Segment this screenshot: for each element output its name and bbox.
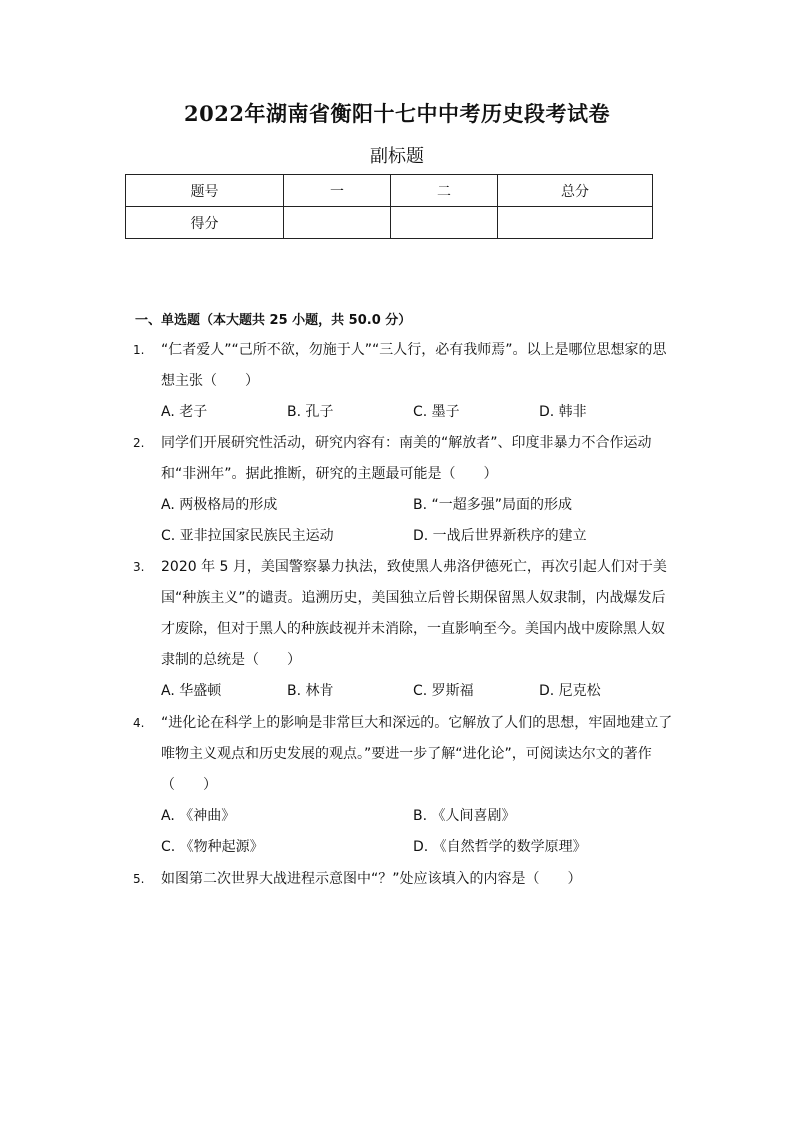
option-d: D. 韩非 <box>539 404 587 420</box>
question-number: 4. <box>133 716 145 730</box>
option-list <box>161 676 673 707</box>
option-a: A. 华盛顿 <box>161 683 222 699</box>
option-a: A. 老子 <box>161 404 208 420</box>
question-2 <box>133 428 673 552</box>
question-3 <box>133 552 673 707</box>
option-c: C. 亚非拉国家民族民主运动 <box>161 528 334 544</box>
question-5 <box>133 864 673 895</box>
question-text: 同学们开展研究性活动，研究内容有：南美的“解放者”、印度非暴力不合作运动和“非洲年”。据此推断，研究的主题最可能是（ ） <box>161 435 652 482</box>
option-d: D. 一战后世界新秩序的建立 <box>413 528 587 544</box>
score-table-header-row <box>126 175 653 207</box>
option-d: D. 尼克松 <box>539 683 601 699</box>
option-list <box>161 521 673 552</box>
question-text: “进化论在科学上的影响是非常巨大和深远的。它解放了人们的思想，牢固地建立了唯物主义观点和历史发展的观点。”要进一步了解“进化论”，可阅读达尔文的著作（ ） <box>161 715 673 793</box>
header-part-one: 一 <box>284 175 391 207</box>
score-cell-part-one <box>284 207 391 239</box>
question-number: 1. <box>133 343 145 357</box>
exam-title: 2022年湖南省衡阳十七中中考历史段考试卷 <box>184 101 610 126</box>
exam-subtitle: 副标题 <box>370 146 424 167</box>
header-question-number: 题号 <box>126 175 284 207</box>
option-c: C. 罗斯福 <box>413 683 474 699</box>
option-d: D. 《自然哲学的数学原理》 <box>413 839 587 855</box>
question-number: 5. <box>133 872 145 886</box>
option-b: B. 林肯 <box>287 683 334 699</box>
question-1 <box>133 335 673 428</box>
question-number: 2. <box>133 436 145 450</box>
option-list <box>161 832 673 863</box>
score-table <box>125 174 653 239</box>
row-label-score: 得分 <box>126 207 284 239</box>
option-a: A. 两极格局的形成 <box>161 497 278 513</box>
option-list <box>161 801 673 832</box>
question-text: 2020 年 5 月，美国警察暴力执法，致使黑人弗洛伊德死亡，再次引起人们对于美国“种族主义”的谴责。追溯历史，美国独立后曾长期保留黑人奴隶制，内战爆发后才废除，但对于黑人的种族歧视并未消除，一直影响至今。美国内战中废除黑人奴隶制的总统是（ ） <box>161 559 667 668</box>
score-cell-total <box>498 207 653 239</box>
option-b: B. “一超多强”局面的形成 <box>413 497 573 513</box>
question-4 <box>133 708 673 863</box>
option-a: A. 《神曲》 <box>161 808 236 824</box>
section-heading: 一、单选题（本大题共 25 小题，共 50.0 分） <box>135 313 412 328</box>
score-cell-part-two <box>391 207 498 239</box>
option-list <box>161 490 673 521</box>
option-c: C. 《物种起源》 <box>161 839 264 855</box>
question-text: 如图第二次世界大战进程示意图中“？”处应该填入的内容是（ ） <box>161 871 582 887</box>
header-total: 总分 <box>498 175 653 207</box>
option-c: C. 墨子 <box>413 404 460 420</box>
option-b: B. 孔子 <box>287 404 334 420</box>
question-number: 3. <box>133 560 145 574</box>
option-b: B. 《人间喜剧》 <box>413 808 516 824</box>
question-text: “仁者爱人”“己所不欲，勿施于人”“三人行，必有我师焉”。以上是哪位思想家的思想主张（ ） <box>161 342 667 389</box>
option-list <box>161 397 673 428</box>
score-table-score-row <box>126 207 653 239</box>
header-part-two: 二 <box>391 175 498 207</box>
